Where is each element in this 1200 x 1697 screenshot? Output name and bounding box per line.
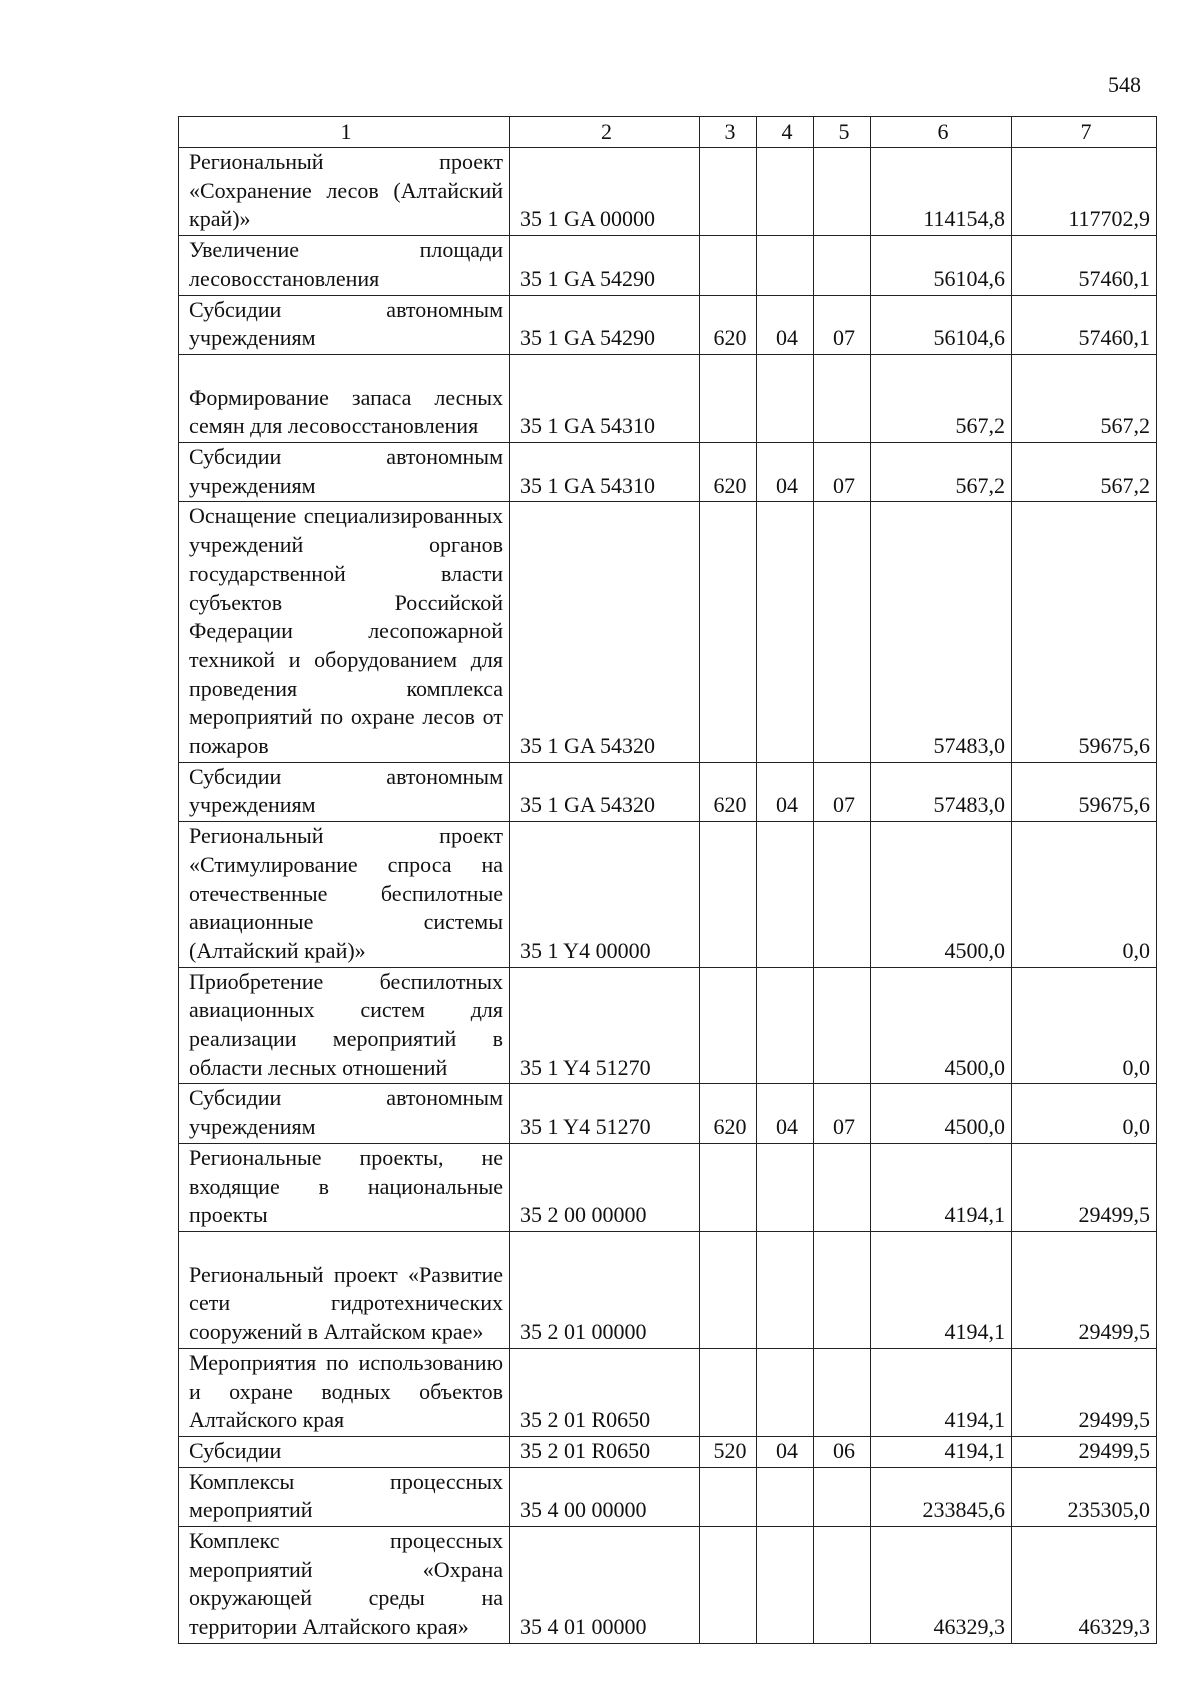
row-section-cell [757,148,814,236]
row-amount-1-cell: 567,2 [871,354,1012,442]
row-amount-1-cell: 4500,0 [871,967,1012,1084]
row-amount-1-cell: 114154,8 [871,148,1012,236]
header-col-4: 4 [757,117,814,148]
row-section-cell: 04 [757,1436,814,1467]
row-amount-2-cell: 59675,6 [1012,762,1157,821]
header-col-7: 7 [1012,117,1157,148]
row-amount-1-cell: 56104,6 [871,236,1012,295]
table-body [179,148,1157,1644]
row-name-cell: Комплекс процессных мероприятий «Охрана окружающей среды на территории Алтайского края» [179,1527,510,1644]
row-name-cell: Субсидии [179,1436,510,1467]
row-name-cell: Субсидии автономным учреждениям [179,295,510,354]
row-type-cell [700,1348,757,1436]
row-amount-1-cell: 4194,1 [871,1232,1012,1349]
table-row [179,1143,1157,1231]
row-code-cell: 35 1 GA 54320 [510,762,700,821]
row-type-cell [700,967,757,1084]
header-row [179,117,1157,148]
row-subsection-cell [814,1232,871,1349]
row-amount-2-cell: 117702,9 [1012,148,1157,236]
row-section-cell [757,822,814,968]
row-type-cell [700,236,757,295]
table-row [179,1527,1157,1644]
table-row [179,1467,1157,1526]
row-section-cell: 04 [757,443,814,502]
row-amount-2-cell: 46329,3 [1012,1527,1157,1644]
row-amount-2-cell: 29499,5 [1012,1436,1157,1467]
row-amount-1-cell: 46329,3 [871,1527,1012,1644]
row-subsection-cell [814,354,871,442]
page-number: 548 [1108,72,1141,97]
header-col-2: 2 [510,117,700,148]
row-amount-1-cell: 4194,1 [871,1436,1012,1467]
row-type-cell: 620 [700,295,757,354]
table-row [179,1436,1157,1467]
row-name-cell: Региональный проект «Развитие сети гидротехнических сооружений в Алтайском крае» [179,1232,510,1349]
table-row [179,1232,1157,1349]
row-amount-1-cell: 56104,6 [871,295,1012,354]
row-subsection-cell: 07 [814,443,871,502]
row-name-cell: Мероприятия по использованию и охране водных объектов Алтайского края [179,1348,510,1436]
row-amount-2-cell: 0,0 [1012,967,1157,1084]
row-type-cell: 620 [700,762,757,821]
table-row [179,967,1157,1084]
row-section-cell [757,354,814,442]
table-row [179,443,1157,502]
table-row [179,295,1157,354]
header-col-3: 3 [700,117,757,148]
table-row [179,1084,1157,1143]
table-row [179,148,1157,236]
row-subsection-cell: 06 [814,1436,871,1467]
row-name-cell: Субсидии автономным учреждениям [179,443,510,502]
row-code-cell: 35 2 01 R0650 [510,1436,700,1467]
row-amount-2-cell: 29499,5 [1012,1143,1157,1231]
row-section-cell [757,1348,814,1436]
row-subsection-cell [814,822,871,968]
row-name-cell: Субсидии автономным учреждениям [179,1084,510,1143]
row-amount-1-cell: 233845,6 [871,1467,1012,1526]
row-amount-1-cell: 4500,0 [871,1084,1012,1143]
row-name-cell: Региональный проект «Стимулирование спроса на отечественные беспилотные авиационные системы (Алтайский край)» [179,822,510,968]
row-amount-2-cell: 59675,6 [1012,502,1157,762]
table-row [179,822,1157,968]
table-row [179,236,1157,295]
row-type-cell [700,502,757,762]
row-subsection-cell: 07 [814,762,871,821]
row-name-cell: Приобретение беспилотных авиационных систем для реализации мероприятий в области лесных отношений [179,967,510,1084]
row-subsection-cell [814,967,871,1084]
row-subsection-cell [814,236,871,295]
row-section-cell [757,236,814,295]
row-type-cell [700,1143,757,1231]
row-code-cell: 35 1 GA 54310 [510,354,700,442]
row-subsection-cell: 07 [814,1084,871,1143]
row-type-cell: 520 [700,1436,757,1467]
header-col-5: 5 [814,117,871,148]
row-name-cell: Региональный проект «Сохранение лесов (Алтайский край)» [179,148,510,236]
row-amount-2-cell: 567,2 [1012,354,1157,442]
row-name-cell: Формирование запаса лесных семян для лесовосстановления [179,354,510,442]
row-type-cell [700,148,757,236]
row-section-cell [757,1527,814,1644]
row-amount-1-cell: 4194,1 [871,1143,1012,1231]
row-section-cell [757,502,814,762]
row-code-cell: 35 2 01 R0650 [510,1348,700,1436]
row-amount-1-cell: 567,2 [871,443,1012,502]
row-section-cell [757,967,814,1084]
row-subsection-cell [814,1527,871,1644]
row-subsection-cell [814,1348,871,1436]
row-code-cell: 35 4 01 00000 [510,1527,700,1644]
row-amount-1-cell: 4500,0 [871,822,1012,968]
row-subsection-cell [814,1467,871,1526]
row-type-cell [700,354,757,442]
row-type-cell: 620 [700,443,757,502]
row-section-cell [757,1467,814,1526]
row-section-cell: 04 [757,1084,814,1143]
header-col-6: 6 [871,117,1012,148]
row-amount-1-cell: 4194,1 [871,1348,1012,1436]
row-code-cell: 35 2 00 00000 [510,1143,700,1231]
row-type-cell [700,1467,757,1526]
row-code-cell: 35 1 GA 54320 [510,502,700,762]
row-amount-2-cell: 29499,5 [1012,1348,1157,1436]
table-row [179,762,1157,821]
budget-table [178,116,1157,1644]
row-name-cell: Субсидии автономным учреждениям [179,762,510,821]
row-type-cell [700,1232,757,1349]
row-amount-1-cell: 57483,0 [871,762,1012,821]
row-amount-2-cell: 57460,1 [1012,295,1157,354]
row-code-cell: 35 1 Y4 51270 [510,967,700,1084]
row-amount-2-cell: 57460,1 [1012,236,1157,295]
row-type-cell [700,822,757,968]
row-subsection-cell [814,148,871,236]
row-code-cell: 35 1 Y4 00000 [510,822,700,968]
table-row [179,354,1157,442]
row-amount-2-cell: 235305,0 [1012,1467,1157,1526]
row-subsection-cell [814,502,871,762]
row-amount-1-cell: 57483,0 [871,502,1012,762]
row-subsection-cell [814,1143,871,1231]
row-name-cell: Оснащение специализированных учреждений органов государственной власти субъектов Российской Федерации лесопожарной техникой и оборудованием для проведения комплекса мероприятий по охране лесов от пожаров [179,502,510,762]
table-row [179,502,1157,762]
row-section-cell [757,1232,814,1349]
row-code-cell: 35 1 GA 54310 [510,443,700,502]
row-code-cell: 35 2 01 00000 [510,1232,700,1349]
row-code-cell: 35 1 GA 54290 [510,236,700,295]
row-code-cell: 35 1 GA 00000 [510,148,700,236]
row-subsection-cell: 07 [814,295,871,354]
row-section-cell [757,1143,814,1231]
row-type-cell [700,1527,757,1644]
row-code-cell: 35 1 Y4 51270 [510,1084,700,1143]
row-code-cell: 35 4 00 00000 [510,1467,700,1526]
row-type-cell: 620 [700,1084,757,1143]
row-name-cell: Комплексы процессных мероприятий [179,1467,510,1526]
row-amount-2-cell: 567,2 [1012,443,1157,502]
row-amount-2-cell: 0,0 [1012,822,1157,968]
row-code-cell: 35 1 GA 54290 [510,295,700,354]
row-name-cell: Региональные проекты, не входящие в национальные проекты [179,1143,510,1231]
table-row [179,1348,1157,1436]
row-amount-2-cell: 29499,5 [1012,1232,1157,1349]
row-section-cell: 04 [757,295,814,354]
row-name-cell: Увеличение площади лесовосстановления [179,236,510,295]
row-amount-2-cell: 0,0 [1012,1084,1157,1143]
row-section-cell: 04 [757,762,814,821]
header-col-1: 1 [179,117,510,148]
